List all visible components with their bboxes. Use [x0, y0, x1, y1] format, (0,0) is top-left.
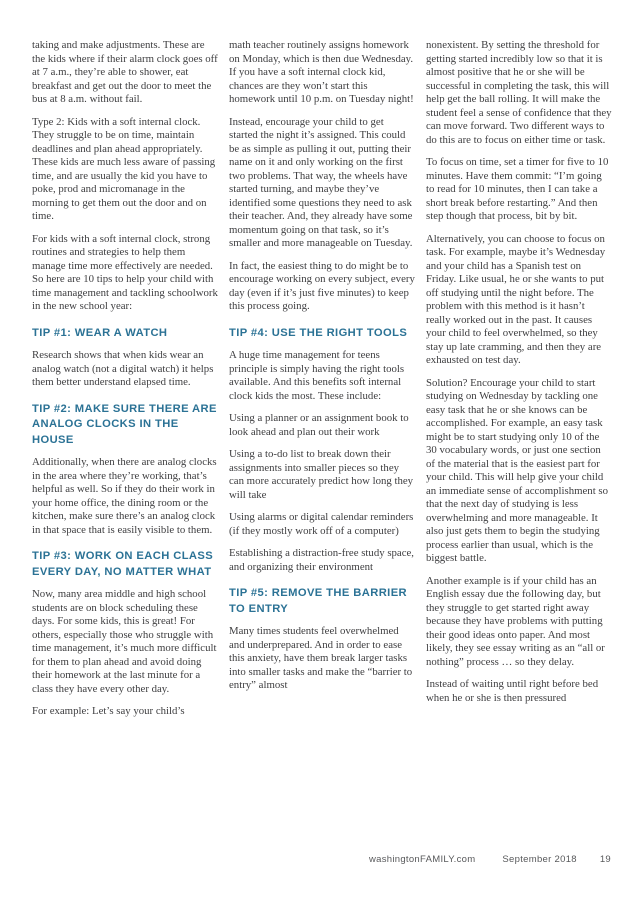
body-paragraph: To focus on time, set a timer for five to 10 minutes. Have them commit: “I’m going to read for 10 minutes, then I can take a short break before restarting.” And then step though that process, bit by bit. [426, 156, 609, 222]
body-paragraph: taking and make adjustments. These are the kids where if their alarm clock goes off at 7 a.m., they’re able to shower, eat breakfast and get out the door to meet the bus at 8 a.m. without fail. [32, 39, 218, 105]
body-paragraph: math teacher routinely assigns homework on Monday, which is then due Wednesday. If you have a soft internal clock kid, chances are they won’t start this homework until 10 p.m. on Tuesday night! [229, 39, 414, 105]
body-paragraph: Establishing a distraction-free study space, and organizing their environment [229, 547, 414, 573]
body-paragraph: For kids with a soft internal clock, strong routines and strategies to help them manage time more effectively are needed. So here are 10 tips to help your child with time management and tackling schoolwork in the new school year: [32, 232, 218, 312]
body-paragraph: Type 2: Kids with a soft internal clock. They struggle to be on time, maintain deadlines and plan ahead appropriately. These kids are much less aware of passing time, and are usually the kid you have to poke, prod and micromanage in the morning to get them out the door and on time. [32, 115, 216, 222]
body-paragraph: Using a to-do list to break down their assignments into smaller pieces so they can more accurately predict how long they will take [229, 448, 414, 501]
body-paragraph: Instead, encourage your child to get started the night it’s assigned. This could be as simple as pulling it out, putting their name on it and only working on the first two problems. That way, the wheels have started turning, and maybe they’ve identified some questions they need to ask their teacher. And, they already have some momentum going on that task, so it’s smaller and more manageable on Tuesday. [229, 115, 413, 249]
body-paragraph: Another example is if your child has an English essay due the following day, but they struggle to get started right away because they have problems with putting their good ideas onto paper. And most likely, they see essay writing as an “all or nothing” process … so they delay. [426, 574, 605, 668]
tip-heading: TIP #3: WORK ON EACH CLASS EVERY DAY, NO MATTER WHAT [32, 550, 214, 578]
tip-heading: TIP #5: REMOVE THE BARRIER TO ENTRY [229, 587, 408, 615]
body-paragraph: Instead of waiting until right before bed when he or she is then pressured [426, 678, 599, 704]
body-paragraph: Additionally, when there are analog clocks in the area where they’re working, that’s helpful as well. So if they do their work in your home office, the dining room or the kitchen, make sure there’s an analog clock in that space that is easily visible to them. [32, 456, 217, 536]
article-column-2 [229, 39, 415, 728]
footer-issue-date: September 2018 [502, 854, 577, 865]
body-paragraph: For example: Let’s say your child’s [32, 705, 185, 717]
body-paragraph: In fact, the easiest thing to do might be to encourage working on every subject, every day (even if it’s just five minutes) to keep this process going. [229, 259, 415, 312]
body-paragraph: Solution? Encourage your child to start studying on Wednesday by tackling one easy task that he or she knows can be accomplished. For example, an easy task might be to start studying only 10 of the 30 vocabulary words, or just one section of the material that is the easiest part for your child. This will help give your child an immediate sense of accomplishment so that the next day of studying is less overwhelming and more manageable. It also just gets them to begin the studying process earlier than usual, which is the biggest battle. [426, 376, 608, 564]
page-footer [369, 854, 611, 865]
body-paragraph: A huge time management for teens principle is simply having the right tools available. And this benefits soft internal clock kids the most. These include: [229, 349, 405, 402]
tip-heading: TIP #1: WEAR A WATCH [32, 326, 168, 339]
footer-site-name: washingtonFAMILY.com [368, 854, 476, 865]
footer-page-number: 19 [599, 854, 611, 865]
tip-heading: TIP #4: USE THE RIGHT TOOLS [229, 326, 408, 339]
body-paragraph: Many times students feel overwhelmed and underprepared. And in order to ease this anxiety, have them break larger tasks into smaller tasks and make the “barrier to entry” almost [229, 625, 413, 691]
body-paragraph: Using alarms or digital calendar reminders (if they mostly work off of a computer) [229, 511, 414, 537]
body-paragraph: Using a planner or an assignment book to look ahead and plan out their work [229, 412, 409, 438]
tip-heading: TIP #2: MAKE SURE THERE ARE ANALOG CLOCKS IN THE HOUSE [32, 402, 217, 446]
body-paragraph: nonexistent. By setting the threshold for getting started incredibly low so that it is almost positive that he or she will be successful in completing the task, this will help get the ball rolling. It will make the student feel a sense of confidence that they can move forward. Two different ways to do this are to focus on either time or task. [426, 39, 612, 146]
body-paragraph: Research shows that when kids wear an analog watch (not a digital watch) it helps them better understand elapsed time. [32, 349, 214, 388]
body-paragraph: Now, many area middle and high school students are on block scheduling these days. For some kids, this is great! For others, especially those who struggle with time management, it’s much more difficult for them to plan ahead and avoid doing their homework at the last minute for a class they have every other day. [32, 588, 217, 695]
article-column-1 [32, 39, 218, 728]
article-column-3 [426, 39, 612, 728]
body-paragraph: Alternatively, you can choose to focus on task. For example, maybe it’s Wednesday and your child has a Spanish test on Friday. Like usual, he or she wants to put off studying until the night before. The problem with this method is it hasn’t really worked out in the past. It causes your child to feel overwhelmed, so they stay up late cramming, and then they are exhausted on test day. [426, 232, 606, 366]
